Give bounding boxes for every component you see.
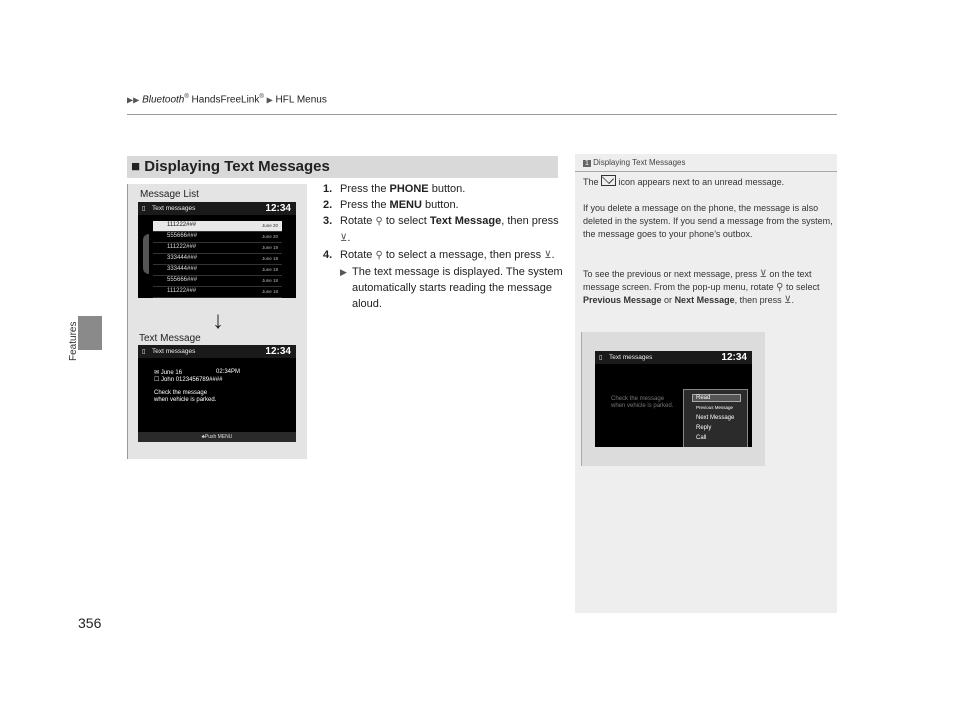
step-text: button.: [428, 183, 466, 195]
message-time: 02:34PM: [216, 369, 241, 375]
popup-item-call[interactable]: Call: [696, 435, 707, 441]
section-heading: [127, 156, 558, 178]
dial-press-icon: ⊻: [759, 269, 767, 280]
list-item[interactable]: [153, 243, 282, 254]
list-item[interactable]: [153, 276, 282, 287]
list-item-number: 111222###: [167, 288, 197, 294]
chapter-tab: [78, 316, 102, 350]
list-item-date: June 18: [261, 278, 278, 283]
step-1: [323, 181, 563, 197]
envelope-icon: [601, 175, 616, 186]
dial-rotate-icon: ⚲: [375, 216, 383, 227]
list-item[interactable]: [153, 221, 282, 232]
figure-label-text-message: Text Message: [139, 333, 201, 344]
note-text: on the text message screen. From the pop-up menu, rotate: [583, 269, 812, 292]
list-item-date: June 20: [261, 223, 278, 228]
list-item-date: June 20: [261, 234, 278, 239]
footer-text: Push MENU: [204, 434, 233, 440]
message-body-line2: when vehicle is parked.: [154, 397, 217, 403]
message-date: ✉ June 16: [154, 370, 183, 376]
step-text: Press the: [340, 183, 390, 195]
popup-item-reply[interactable]: Reply: [696, 425, 712, 431]
dial-rotate-icon: ⚲: [776, 282, 784, 293]
screen-title: Text messages: [152, 205, 196, 212]
section-title: Displaying Text Messages: [144, 158, 330, 175]
step-number: 4.: [323, 249, 333, 261]
registered-mark: ®: [259, 94, 264, 100]
list-item-date: June 18: [261, 267, 278, 272]
figure-label-message-list: Message List: [140, 189, 199, 200]
screen-title: Text messages: [609, 354, 653, 361]
list-item-number: 333444###: [167, 255, 198, 261]
screen-header: [138, 202, 296, 215]
step-number: 2.: [323, 199, 333, 211]
list-item[interactable]: [153, 232, 282, 243]
list-item[interactable]: [153, 254, 282, 265]
screen-clock: 12:34: [265, 203, 291, 214]
list-item-number: 111222###: [167, 222, 197, 228]
popup-item-previous[interactable]: Previous Message: [696, 405, 734, 410]
step-bold: MENU: [389, 199, 422, 211]
breadcrumb-handsfreelink: HandsFreeLink: [188, 94, 260, 106]
message-date-text: June 16: [160, 370, 183, 376]
step-text: Rotate: [340, 249, 376, 261]
breadcrumb-bluetooth: Bluetooth: [142, 94, 185, 106]
screen-header: [138, 345, 296, 358]
note-text: to select: [783, 282, 820, 292]
note-text: The: [583, 177, 602, 187]
result-arrow-icon: ▶: [340, 267, 347, 277]
note-marker: 1: [585, 160, 589, 167]
step-number: 1.: [323, 183, 333, 195]
note-heading-text: Displaying Text Messages: [593, 158, 686, 167]
message-body-line1: Check the message: [611, 396, 665, 402]
note-text: , then press: [734, 295, 785, 305]
step-text: Press the: [340, 199, 390, 211]
popup-menu-screen: [595, 351, 752, 447]
message-sender-text: John 0123456789####: [161, 377, 223, 383]
step-4: 4. Rotate ⚲ to select a message, then press ⊻.: [323, 247, 563, 264]
note-text: icon appears next to an unread message.: [616, 177, 785, 187]
list-item-date: June 18: [261, 289, 278, 294]
note-paragraph-3: To see the previous or next message, press ⊻ on the text message screen. From the pop-up menu, rotate ⚲ to select Previous Message or Next Message, then press ⊻.: [583, 269, 820, 306]
note-heading-rule: [575, 171, 837, 172]
step-text: button.: [421, 199, 459, 211]
note-bold: Next Message: [674, 295, 735, 305]
note-text: or: [661, 295, 675, 305]
dial-press-icon: ⊻: [340, 233, 348, 244]
screen-clock: 12:34: [721, 352, 747, 363]
header-rule: [127, 114, 837, 115]
text-message-screen: [138, 345, 296, 442]
registered-mark: ®: [184, 94, 189, 100]
dial-press-icon: ⊻: [544, 250, 552, 261]
popup-menu: [683, 389, 748, 447]
page-number: 356: [78, 615, 102, 631]
note-paragraph-2: If you delete a message on the phone, the message is also deleted in the system. If you send a message from the system, the message goes to your phone’s outbox.: [583, 203, 833, 239]
step-number: 3.: [323, 215, 333, 227]
list-item-date: June 19: [261, 245, 278, 250]
list-item[interactable]: [153, 265, 282, 276]
list-item-number: 333444###: [167, 266, 198, 272]
screen-title: Text messages: [152, 348, 196, 355]
step-result-text: The text message is displayed. The system automatically starts reading the message aloud.: [352, 266, 563, 310]
breadcrumb-hfl-menus: HFL Menus: [275, 94, 327, 106]
step-bold: Text Message: [429, 215, 502, 227]
list-item-number: 555666###: [167, 277, 198, 283]
list-item-number: 111222###: [167, 244, 197, 250]
list-item[interactable]: [153, 287, 282, 298]
phone-icon: ▯: [599, 355, 603, 361]
screen-clock: 12:34: [265, 346, 291, 357]
phone-icon: ▯: [142, 206, 146, 212]
breadcrumb: [127, 94, 327, 105]
down-arrow-icon: ↓: [212, 307, 224, 334]
step-2: [323, 197, 563, 213]
step-bold: PHONE: [389, 183, 429, 195]
note-text: To see the previous or next message, press: [583, 269, 760, 279]
message-body-line1: Check the message: [154, 390, 208, 396]
message-body-line2: when vehicle is parked.: [611, 403, 674, 409]
popup-item-read[interactable]: Read: [692, 394, 741, 402]
message-list-screen: [138, 202, 296, 298]
note-bold: Previous Message: [583, 295, 662, 305]
phone-icon: ▯: [142, 349, 146, 355]
dial-press-icon: ⊻: [784, 295, 792, 306]
step-result: [323, 264, 563, 312]
step-3: 3. Rotate ⚲ to select Text Message, then press ⊻.: [323, 213, 563, 247]
step-text: Rotate: [340, 215, 376, 227]
note-heading: [583, 158, 685, 167]
breadcrumb-arrow-icon: ▶: [266, 95, 273, 105]
chapter-label: Features: [68, 321, 79, 361]
breadcrumb-arrow-icon: ▶▶: [127, 95, 140, 105]
step-text: to select a message, then press: [382, 249, 545, 261]
screen-footer: ♣Push MENU: [138, 432, 296, 442]
list-item-number: 555666###: [167, 233, 198, 239]
dial-rotate-icon: ⚲: [375, 250, 383, 261]
screen-header: [595, 351, 752, 364]
message-sender: ☐ John 0123456789####: [154, 377, 223, 383]
step-text: , then press: [501, 215, 559, 227]
section-marker: ■: [131, 158, 141, 175]
scroll-knob-graphic: [143, 234, 149, 274]
note-paragraph-1: [583, 175, 833, 189]
list-item-date: June 18: [261, 256, 278, 261]
popup-item-next[interactable]: Next Message: [696, 415, 735, 421]
step-text: to select: [382, 215, 430, 227]
procedure-steps: [323, 181, 563, 312]
